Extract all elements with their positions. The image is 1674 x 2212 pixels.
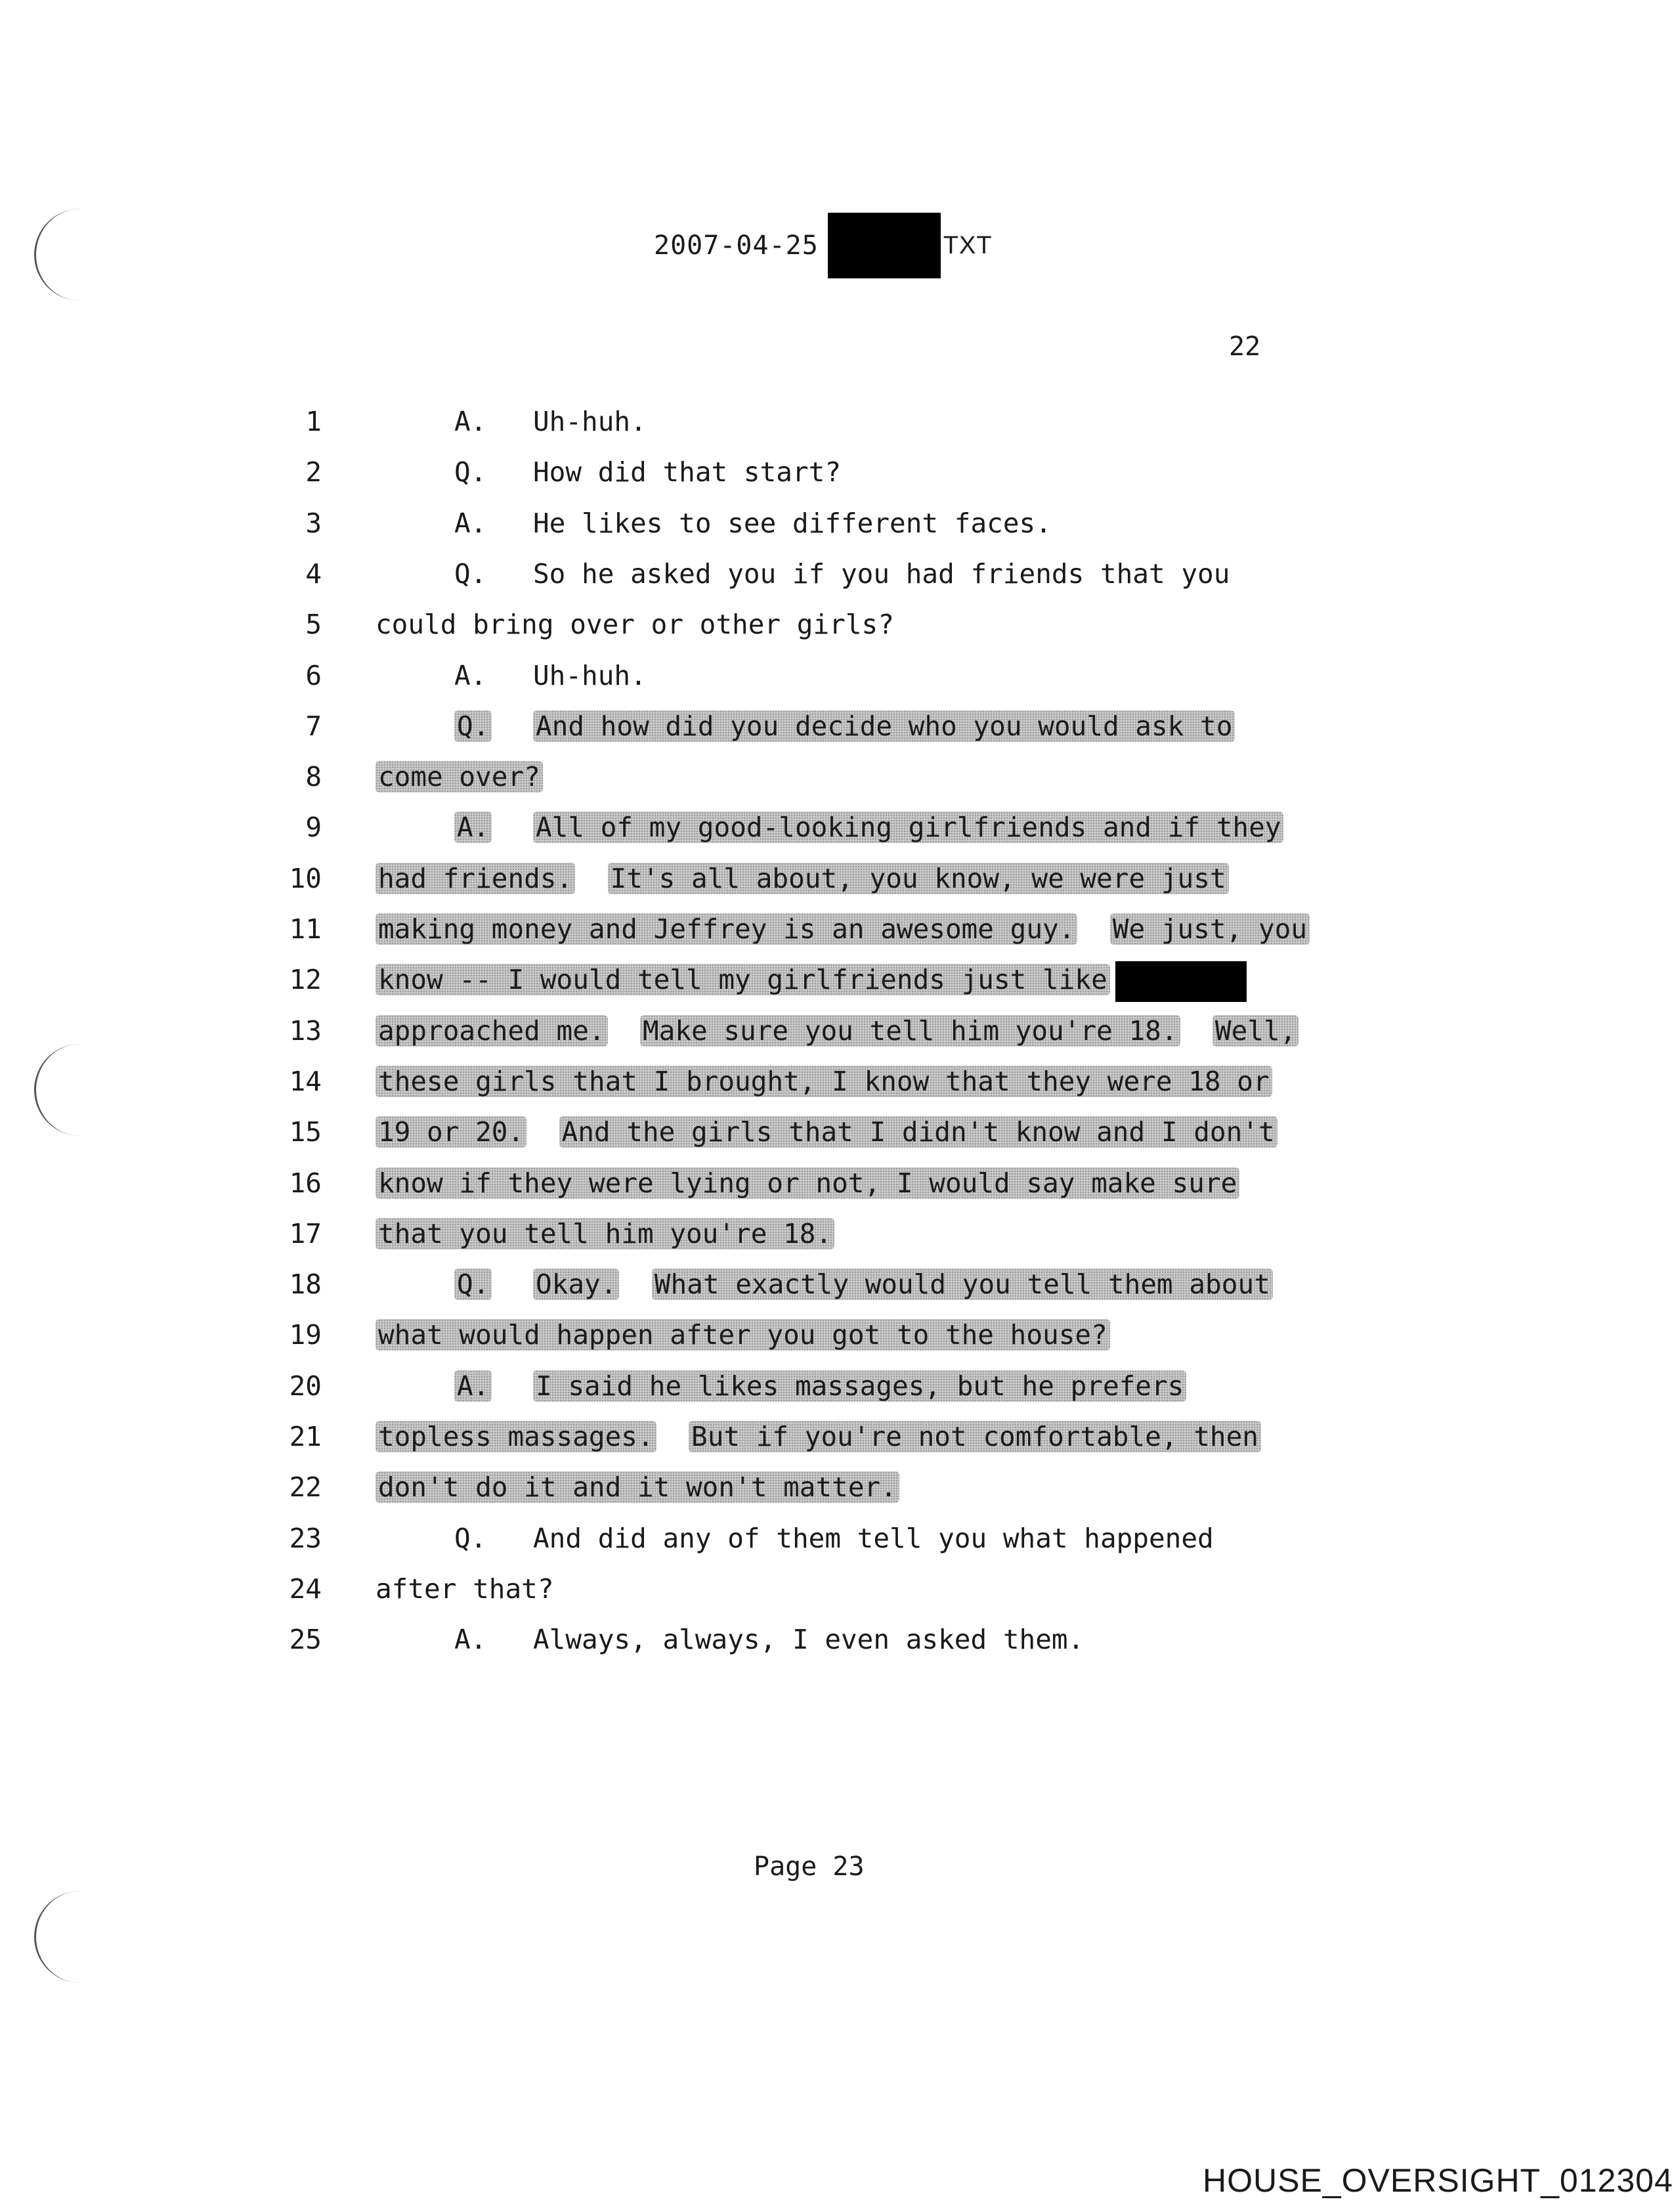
transcript-line	[0, 402, 1674, 441]
transcript-line	[0, 656, 1674, 695]
redaction-box	[1115, 961, 1247, 1002]
highlighted-text: All of my good-looking girlfriends and if they	[533, 812, 1283, 843]
transcript-line	[0, 1011, 1674, 1051]
speaker-label: A.	[454, 812, 492, 843]
line-number: 2	[305, 456, 322, 488]
line-text	[454, 706, 1235, 746]
highlighted-text: And how did you decide who you would ask to	[533, 710, 1235, 742]
text-segment: after that?	[376, 1573, 554, 1605]
line-number: 1	[305, 406, 322, 437]
highlighted-text: had friends.	[376, 863, 575, 894]
highlighted-text: But if you're not comfortable, then	[689, 1421, 1261, 1452]
text-segment: Uh-huh.	[533, 660, 647, 691]
line-text	[454, 656, 647, 695]
transcript-line	[0, 1214, 1674, 1253]
line-text	[454, 1265, 1273, 1304]
line-number: 17	[289, 1218, 322, 1249]
transcript-line	[0, 554, 1674, 594]
line-text	[376, 859, 1229, 898]
line-text	[376, 1112, 1277, 1152]
line-number: 14	[289, 1066, 322, 1097]
text-segment	[1180, 1015, 1213, 1047]
redaction-box	[828, 213, 941, 278]
text-segment: Always, always, I even asked them.	[533, 1624, 1084, 1655]
text-segment: Uh-huh.	[533, 406, 647, 437]
text-segment: He likes to see different faces.	[533, 508, 1052, 539]
transcript-line	[0, 452, 1674, 492]
highlighted-text: don't do it and it won't matter.	[376, 1471, 899, 1503]
line-text	[454, 402, 647, 441]
transcript-line	[0, 504, 1674, 543]
highlighted-text: What exactly would you tell them about	[652, 1269, 1273, 1300]
speaker-label: A.	[454, 508, 487, 539]
transcript-line	[0, 1062, 1674, 1101]
transcript-line	[0, 1315, 1674, 1355]
highlighted-text: know -- I would tell my girlfriends just like	[376, 964, 1110, 995]
transcript-line	[0, 960, 1674, 999]
transcript-line	[0, 757, 1674, 796]
line-text	[376, 605, 894, 644]
line-text	[376, 1011, 1298, 1051]
highlighted-text: It's all about, you know, we were just	[608, 863, 1229, 894]
transcript-line	[0, 706, 1674, 746]
line-number: 7	[305, 710, 322, 742]
header-date: 2007-04-25	[654, 230, 819, 261]
text-segment	[619, 1269, 651, 1300]
bates-number: HOUSE_OVERSIGHT_012304	[1203, 2162, 1673, 2199]
line-number: 24	[289, 1573, 322, 1605]
transcript-line	[0, 1417, 1674, 1456]
transcript-line	[0, 1467, 1674, 1507]
transcript-line	[0, 859, 1674, 898]
transcript-line	[0, 605, 1674, 644]
speaker-label: A.	[454, 660, 487, 691]
speaker-label: Q.	[454, 710, 492, 742]
text-segment	[656, 1421, 689, 1452]
line-number: 6	[305, 660, 322, 691]
line-number: 12	[289, 964, 322, 995]
text-segment: How did that start?	[533, 456, 841, 488]
highlighted-text: Make sure you tell him you're 18.	[640, 1015, 1180, 1047]
line-number: 20	[289, 1370, 322, 1402]
speaker-label: Q.	[454, 558, 487, 590]
highlighted-text: I said he likes massages, but he prefers	[533, 1370, 1186, 1402]
text-segment	[608, 1015, 640, 1047]
line-text	[376, 1467, 899, 1507]
transcript-line	[0, 1569, 1674, 1609]
text-segment: could bring over or other girls?	[376, 609, 894, 640]
line-text	[376, 1214, 834, 1253]
highlighted-text: topless massages.	[376, 1421, 656, 1452]
highlighted-text: that you tell him you're 18.	[376, 1218, 834, 1249]
speaker-label: Q.	[454, 456, 487, 488]
speaker-label: A.	[454, 406, 487, 437]
transcript-line	[0, 1163, 1674, 1203]
transcript-page-number: 22	[1229, 332, 1261, 362]
line-text	[376, 1163, 1239, 1203]
line-number: 9	[305, 812, 322, 843]
line-number: 21	[289, 1421, 322, 1452]
line-text	[376, 960, 1247, 1002]
line-text	[454, 808, 1283, 847]
speaker-label: Q.	[454, 1523, 487, 1554]
text-segment	[526, 1116, 559, 1148]
highlighted-text: And the girls that I didn't know and I don't	[559, 1116, 1277, 1148]
footer-page-label: Page 23	[754, 1852, 865, 1882]
line-text	[376, 1417, 1261, 1456]
line-text	[454, 554, 1230, 594]
line-number: 19	[289, 1319, 322, 1351]
text-segment: And did any of them tell you what happened	[533, 1523, 1214, 1554]
highlighted-text: know if they were lying or not, I would say make sure	[376, 1167, 1239, 1199]
highlighted-text: Well,	[1213, 1015, 1298, 1047]
transcript-line	[0, 909, 1674, 949]
transcript-line	[0, 1112, 1674, 1152]
highlighted-text: We just, you	[1110, 913, 1310, 945]
line-number: 5	[305, 609, 322, 640]
line-number: 16	[289, 1167, 322, 1199]
line-number: 10	[289, 863, 322, 894]
line-number: 18	[289, 1269, 322, 1300]
text-segment	[575, 863, 607, 894]
speaker-label: Q.	[454, 1269, 492, 1300]
highlighted-text: 19 or 20.	[376, 1116, 526, 1148]
line-text	[454, 1366, 1186, 1406]
line-number: 11	[289, 913, 322, 945]
text-segment: So he asked you if you had friends that you	[533, 558, 1230, 590]
line-text	[454, 1620, 1084, 1659]
highlighted-text: Okay.	[533, 1269, 619, 1300]
line-number: 4	[305, 558, 322, 590]
line-text	[376, 1062, 1272, 1101]
line-text	[376, 1569, 554, 1609]
transcript-line	[0, 1265, 1674, 1304]
line-number: 13	[289, 1015, 322, 1047]
highlighted-text: making money and Jeffrey is an awesome guy.	[376, 913, 1077, 945]
speaker-label: A.	[454, 1624, 487, 1655]
speaker-label: A.	[454, 1370, 492, 1402]
line-number: 22	[289, 1471, 322, 1503]
highlighted-text: these girls that I brought, I know that they were 18 or	[376, 1066, 1272, 1097]
punch-hole-mark	[34, 209, 89, 301]
line-text	[454, 1519, 1214, 1558]
line-text	[376, 1315, 1110, 1355]
highlighted-text: come over?	[376, 761, 543, 792]
document-header	[654, 211, 993, 280]
line-text	[454, 452, 841, 492]
line-number: 15	[289, 1116, 322, 1148]
highlighted-text: approached me.	[376, 1015, 608, 1047]
line-number: 25	[289, 1624, 322, 1655]
line-text	[454, 504, 1052, 543]
header-suffix: TXT	[943, 231, 993, 259]
punch-hole-mark	[34, 1891, 89, 1983]
highlighted-text: what would happen after you got to the house?	[376, 1319, 1110, 1351]
text-segment	[1077, 913, 1109, 945]
transcript-line	[0, 1519, 1674, 1558]
line-number: 23	[289, 1523, 322, 1554]
transcript-line	[0, 1620, 1674, 1659]
line-text	[376, 757, 543, 796]
transcript-line	[0, 808, 1674, 847]
line-number: 8	[305, 761, 322, 792]
line-text	[376, 909, 1310, 949]
transcript-line	[0, 1366, 1674, 1406]
line-number: 3	[305, 508, 322, 539]
